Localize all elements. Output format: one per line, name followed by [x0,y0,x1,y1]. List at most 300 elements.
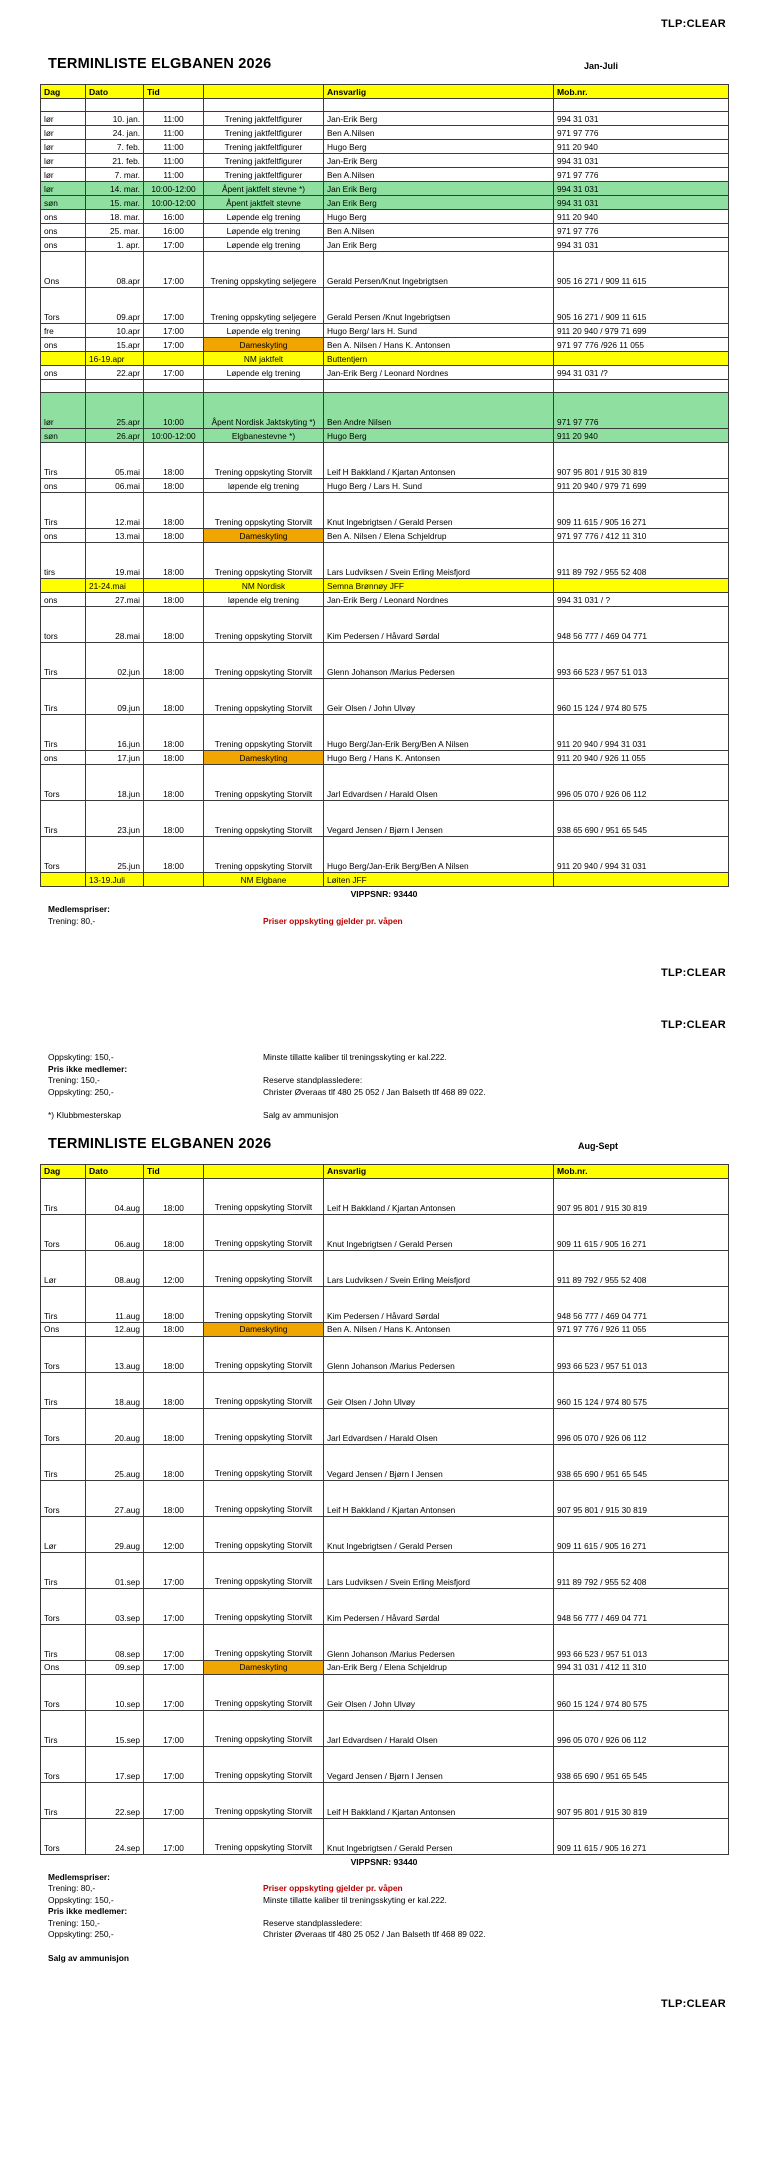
cell-tid: 17:00 [144,1660,204,1674]
cell-dato: 24. jan. [86,126,144,140]
table-row [41,1178,729,1214]
cell-mobnr: 994 31 031 / 412 11 310 [554,1660,729,1674]
table-row [41,112,729,126]
cell-ansvarlig: Leif H Bakkland / Kjartan Antonsen [324,1782,554,1818]
table-row [41,1516,729,1552]
cell-aktivitet: Trening oppskyting Storvilt [204,1624,324,1660]
cell-dato: 19.mai [86,543,144,579]
cell-tid: 17:00 [144,366,204,380]
cell-dato: 01.sep [86,1552,144,1588]
cell-tid [144,99,204,112]
cell-tid: 18:00 [144,529,204,543]
vipps-number-page2: VIPPSNR: 93440 [350,1856,418,1867]
cell-ansvarlig: Hugo Berg [324,210,554,224]
cell-tid: 10:00 [144,393,204,429]
cell-dag: Tirs [41,1782,86,1818]
cell-tid: 16:00 [144,224,204,238]
cell-aktivitet [204,380,324,393]
cell-dag: Tirs [41,1624,86,1660]
klubbmesterskap-note: *) Klubbmesterskap [48,1110,122,1120]
cell-aktivitet: Trening oppskyting Storvilt [204,543,324,579]
cell-ansvarlig: Geir Olsen / John Ulvøy [324,1674,554,1710]
cell-mobnr: 938 65 690 / 951 65 545 [554,1444,729,1480]
cell-mobnr: 993 66 523 / 957 51 013 [554,1336,729,1372]
cell-mobnr: 948 56 777 / 469 04 771 [554,607,729,643]
cell-dag [41,352,86,366]
cell-tid: 17:00 [144,1818,204,1854]
cell-tid: 10:00-12:00 [144,429,204,443]
trening-price-nonmember: Trening: 150,- [48,1917,100,1928]
cell-dag: Tors [41,1336,86,1372]
cell-ansvarlig: Jan Erik Berg [324,196,554,210]
cell-dag: Tors [41,1818,86,1854]
cell-dag: Tors [41,765,86,801]
cell-dag: ons [41,479,86,493]
cell-tid: 18:00 [144,1322,204,1336]
cell-mobnr: 971 97 776 / 412 11 310 [554,529,729,543]
cell-ansvarlig: Jan-Erik Berg [324,154,554,168]
cell-tid: 18:00 [144,1408,204,1444]
cell-tid: 17:00 [144,1782,204,1818]
cell-tid: 11:00 [144,126,204,140]
cell-tid: 16:00 [144,210,204,224]
table-row [41,352,729,366]
col-dato: Dato [86,1164,144,1178]
cell-ansvarlig: Ben A.Nilsen [324,224,554,238]
cell-ansvarlig: Jan Erik Berg [324,182,554,196]
tlp-marking-mid2: TLP:CLEAR [660,1019,726,1031]
cell-mobnr: 911 20 940 [554,140,729,154]
reserve-names: Christer Øveraas tlf 480 25 052 / Jan Balseth tlf 468 89 022. [263,1086,486,1097]
table-row [41,393,729,429]
cell-ansvarlig: Knut Ingebrigtsen / Gerald Persen [324,493,554,529]
cell-dag: fre [41,324,86,338]
cell-dato: 15.sep [86,1710,144,1746]
cell-dag: tirs [41,543,86,579]
cell-aktivitet: løpende elg trening [204,479,324,493]
cell-dag: Tors [41,1480,86,1516]
table-body-page2 [41,1178,729,1854]
cell-tid: 18:00 [144,837,204,873]
cell-ansvarlig: Hugo Berg [324,429,554,443]
cell-aktivitet: Trening oppskyting Storvilt [204,1552,324,1588]
table-row [41,493,729,529]
cell-mobnr: 911 20 940 [554,429,729,443]
cell-dag: Tirs [41,443,86,479]
table-row [41,679,729,715]
cell-mobnr: 971 97 776 /926 11 055 [554,338,729,352]
cell-ansvarlig: Ben A. Nilsen / Hans K. Antonsen [324,338,554,352]
cell-mobnr: 911 20 940 / 979 71 699 [554,479,729,493]
cell-mobnr: 994 31 031 [554,238,729,252]
cell-tid: 18:00 [144,1214,204,1250]
cell-ansvarlig: Hugo Berg [324,140,554,154]
col-dato: Dato [86,85,144,99]
cell-aktivitet: NM Elgbane [204,873,324,887]
cell-dato: 10.apr [86,324,144,338]
page1-title-row [0,56,768,72]
cell-dag: ons [41,593,86,607]
cell-aktivitet: Elgbanestevne *) [204,429,324,443]
cell-ansvarlig: Jarl Edvardsen / Harald Olsen [324,765,554,801]
cell-dato: 02.jun [86,643,144,679]
cell-tid [144,579,204,593]
cell-aktivitet: Trening oppskyting Storvilt [204,1372,324,1408]
cell-ansvarlig: Kim Pedersen / Håvard Sørdal [324,1286,554,1322]
table-header-row [41,1164,729,1178]
table-row [41,210,729,224]
table-row [41,1336,729,1372]
cell-mobnr: 907 95 801 / 915 30 819 [554,1480,729,1516]
cell-ansvarlig: Hugo Berg / Lars H. Sund [324,479,554,493]
table-row [41,1286,729,1322]
cell-aktivitet: Trening jaktfeltfigurer [204,140,324,154]
cell-tid: 18:00 [144,493,204,529]
cell-ansvarlig [324,380,554,393]
table-row [41,366,729,380]
cell-ansvarlig: Buttentjern [324,352,554,366]
cell-mobnr: 971 97 776 / 926 11 055 [554,1322,729,1336]
cell-tid: 17:00 [144,1710,204,1746]
cell-ansvarlig: Hugo Berg/Jan-Erik Berg/Ben A Nilsen [324,837,554,873]
cell-dag: Tirs [41,1710,86,1746]
table-row [41,607,729,643]
cell-dato: 25.apr [86,393,144,429]
cell-ansvarlig [324,99,554,112]
table-row [41,288,729,324]
table-row [41,1624,729,1660]
cell-tid [144,873,204,887]
cell-dag: Tors [41,1746,86,1782]
cell-dag: Tirs [41,1286,86,1322]
col-tid: Tid [144,1164,204,1178]
cell-aktivitet [204,99,324,112]
cell-mobnr: 907 95 801 / 915 30 819 [554,1782,729,1818]
cell-ansvarlig: Hugo Berg / Hans K. Antonsen [324,751,554,765]
cell-dato: 12.aug [86,1322,144,1336]
cell-tid: 18:00 [144,679,204,715]
table-row [41,1408,729,1444]
cell-tid: 18:00 [144,607,204,643]
cell-aktivitet: Trening oppskyting Storvilt [204,1746,324,1782]
cell-mobnr: 993 66 523 / 957 51 013 [554,643,729,679]
cell-ansvarlig: Jan-Erik Berg / Leonard Nordnes [324,366,554,380]
cell-aktivitet: Trening oppskyting Storvilt [204,801,324,837]
cell-ansvarlig: Jan-Erik Berg / Leonard Nordnes [324,593,554,607]
price-notes-block [48,1052,708,1120]
medlemspriser-label: Medlemspriser: [48,1871,110,1882]
table-row [41,154,729,168]
cell-mobnr: 907 95 801 / 915 30 819 [554,443,729,479]
cell-ansvarlig: Vegard Jensen / Bjørn I Jensen [324,801,554,837]
cell-dato: 24.sep [86,1818,144,1854]
cell-dato: 09.jun [86,679,144,715]
table-row [41,1480,729,1516]
cell-aktivitet: Trening oppskyting Storvilt [204,643,324,679]
trening-price-nonmember: Trening: 150,- [48,1075,100,1085]
cell-tid: 18:00 [144,751,204,765]
cell-aktivitet: Trening oppskyting seljegere [204,252,324,288]
page2-title: TERMINLISTE ELGBANEN 2026 [48,1135,272,1152]
medlemspriser-label: Medlemspriser: [48,904,110,914]
cell-ansvarlig: Jarl Edvardsen / Harald Olsen [324,1710,554,1746]
cell-tid: 18:00 [144,443,204,479]
trening-price: Trening: 80,- [48,1883,96,1893]
table-row [41,182,729,196]
cell-tid: 18:00 [144,1178,204,1214]
cell-mobnr [554,579,729,593]
cell-tid: 18:00 [144,1336,204,1372]
col-dag: Dag [41,85,86,99]
cell-dag: lør [41,126,86,140]
cell-ansvarlig: Gerald Persen/Knut Ingebrigtsen [324,252,554,288]
oppskyting-price-nonmember: Oppskyting: 250,- [48,1086,114,1097]
cell-aktivitet: Trening oppskyting Storvilt [204,1674,324,1710]
cell-dag: Ons [41,252,86,288]
table-row [41,1444,729,1480]
table-row [41,543,729,579]
cell-mobnr: 960 15 124 / 974 80 575 [554,1372,729,1408]
cell-tid: 17:00 [144,338,204,352]
cell-dato: 21-24.mai [86,579,144,593]
table-row [41,238,729,252]
priser-oppskyting-note: Priser oppskyting gjelder pr. våpen [263,1883,403,1893]
cell-mobnr: 960 15 124 / 974 80 575 [554,1674,729,1710]
cell-tid: 18:00 [144,765,204,801]
cell-dato: 09.sep [86,1660,144,1674]
cell-mobnr: 971 97 776 [554,168,729,182]
cell-dag: lør [41,112,86,126]
cell-aktivitet: Trening oppskyting Storvilt [204,1408,324,1444]
cell-mobnr: 911 89 792 / 955 52 408 [554,543,729,579]
cell-dato: 15. mar. [86,196,144,210]
cell-tid: 12:00 [144,1250,204,1286]
cell-aktivitet: NM jaktfelt [204,352,324,366]
cell-dag: lør [41,182,86,196]
cell-aktivitet: Trening oppskyting Storvilt [204,837,324,873]
cell-aktivitet: Åpent jaktfelt stevne [204,196,324,210]
cell-tid: 17:00 [144,252,204,288]
cell-dato: 20.aug [86,1408,144,1444]
cell-dag: Tors [41,288,86,324]
cell-dato: 17.jun [86,751,144,765]
cell-dato: 15.apr [86,338,144,352]
table-row [41,324,729,338]
cell-dato: 23.jun [86,801,144,837]
cell-ansvarlig: Løiten JFF [324,873,554,887]
cell-aktivitet: Åpent Nordisk Jaktskyting *) [204,393,324,429]
cell-ansvarlig: Glenn Johanson /Marius Pedersen [324,1624,554,1660]
cell-aktivitet: Dameskyting [204,751,324,765]
cell-dato: 1. apr. [86,238,144,252]
cell-ansvarlig: Semna Brønnøy JFF [324,579,554,593]
cell-aktivitet: Trening oppskyting Storvilt [204,1710,324,1746]
cell-mobnr: 996 05 070 / 926 06 112 [554,1710,729,1746]
cell-tid: 11:00 [144,168,204,182]
cell-dato: 7. feb. [86,140,144,154]
table-row [41,443,729,479]
cell-dag: ons [41,338,86,352]
table-row [41,579,729,593]
pris-ikke-medlemer-label: Pris ikke medlemer: [48,1063,128,1074]
cell-ansvarlig: Jan Erik Berg [324,238,554,252]
table-row [41,801,729,837]
cell-dato [86,99,144,112]
cell-dato: 14. mar. [86,182,144,196]
cell-dato: 27.mai [86,593,144,607]
cell-aktivitet: Trening oppskyting Storvilt [204,1250,324,1286]
cell-mobnr: 994 31 031 [554,196,729,210]
cell-tid: 10:00-12:00 [144,196,204,210]
cell-dato: 13.mai [86,529,144,543]
table-row [41,99,729,112]
cell-mobnr: 905 16 271 / 909 11 615 [554,252,729,288]
cell-dato: 17.sep [86,1746,144,1782]
reserve-standplassledere-label: Reserve standplassledere: [263,1075,363,1085]
cell-tid: 17:00 [144,1674,204,1710]
cell-ansvarlig: Geir Olsen / John Ulvøy [324,679,554,715]
cell-aktivitet: Løpende elg trening [204,224,324,238]
cell-tid: 17:00 [144,238,204,252]
cell-aktivitet: Trening oppskyting Storvilt [204,715,324,751]
cell-ansvarlig: Lars Ludviksen / Svein Erling Meisfjord [324,543,554,579]
cell-dag: Tirs [41,1178,86,1214]
cell-dag: Tors [41,1408,86,1444]
table-row [41,168,729,182]
cell-tid: 18:00 [144,543,204,579]
cell-ansvarlig: Hugo Berg/Jan-Erik Berg/Ben A Nilsen [324,715,554,751]
cell-dag: ons [41,751,86,765]
table-row [41,765,729,801]
table-row [41,380,729,393]
table-row [41,338,729,352]
table-row [41,1250,729,1286]
cell-tid: 18:00 [144,1444,204,1480]
cell-aktivitet: Trening jaktfeltfigurer [204,154,324,168]
cell-tid: 10:00-12:00 [144,182,204,196]
cell-mobnr: 971 97 776 [554,224,729,238]
cell-aktivitet: Trening oppskyting Storvilt [204,1516,324,1552]
cell-dato: 16.jun [86,715,144,751]
schedule-table-page1 [40,84,729,887]
cell-mobnr: 960 15 124 / 974 80 575 [554,679,729,715]
cell-mobnr: 905 16 271 / 909 11 615 [554,288,729,324]
cell-aktivitet: Trening oppskyting Storvilt [204,607,324,643]
tlp-marking-top: TLP:CLEAR [660,18,726,30]
cell-tid: 17:00 [144,324,204,338]
cell-ansvarlig: Lars Ludviksen / Svein Erling Meisfjord [324,1250,554,1286]
cell-tid: 18:00 [144,593,204,607]
cell-dag: Lør [41,1516,86,1552]
cell-dato: 18.jun [86,765,144,801]
cell-ansvarlig: Knut Ingebrigtsen / Gerald Persen [324,1516,554,1552]
cell-dato: 22.apr [86,366,144,380]
cell-tid: 18:00 [144,801,204,837]
cell-dato: 25. mar. [86,224,144,238]
cell-dag: Tors [41,837,86,873]
cell-aktivitet: Løpende elg trening [204,324,324,338]
cell-dato: 25.aug [86,1444,144,1480]
cell-dag: Ons [41,1660,86,1674]
cell-aktivitet: Trening oppskyting Storvilt [204,1588,324,1624]
cell-ansvarlig: Hugo Berg/ lars H. Sund [324,324,554,338]
cell-tid: 17:00 [144,1746,204,1782]
cell-dag: Tors [41,1588,86,1624]
cell-mobnr: 909 11 615 / 905 16 271 [554,493,729,529]
cell-ansvarlig: Leif H Bakkland / Kjartan Antonsen [324,1178,554,1214]
cell-mobnr: 993 66 523 / 957 51 013 [554,1624,729,1660]
cell-dato: 13-19.Juli [86,873,144,887]
cell-tid [144,380,204,393]
table-row [41,140,729,154]
cell-dato: 12.mai [86,493,144,529]
cell-ansvarlig: Ben A. Nilsen / Elena Schjeldrup [324,529,554,543]
salg-ammunisjon-note: Salg av ammunisjon [48,1952,129,1963]
cell-mobnr: 938 65 690 / 951 65 545 [554,801,729,837]
cell-dato: 7. mar. [86,168,144,182]
col-aktivitet [204,1164,324,1178]
cell-aktivitet: Trening jaktfeltfigurer [204,168,324,182]
cell-ansvarlig: Jan-Erik Berg [324,112,554,126]
oppskyting-price: Oppskyting: 150,- [48,1894,114,1905]
cell-dag: Tirs [41,715,86,751]
cell-dato: 28.mai [86,607,144,643]
cell-aktivitet: Trening oppskyting Storvilt [204,1286,324,1322]
cell-tid: 18:00 [144,1480,204,1516]
cell-mobnr: 911 89 792 / 955 52 408 [554,1552,729,1588]
cell-mobnr: 971 97 776 [554,126,729,140]
table-row [41,1660,729,1674]
cell-dag: Tirs [41,801,86,837]
cell-dag: ons [41,529,86,543]
cell-aktivitet: Trening oppskyting seljegere [204,288,324,324]
vipps-number-page1: VIPPSNR: 93440 [350,889,418,899]
cell-ansvarlig: Ben A.Nilsen [324,168,554,182]
cell-aktivitet: Trening oppskyting Storvilt [204,1214,324,1250]
cell-aktivitet: Dameskyting [204,338,324,352]
cell-mobnr: 909 11 615 / 905 16 271 [554,1214,729,1250]
table-row [41,1674,729,1710]
table-row [41,1322,729,1336]
kaliber-note: Minste tillatte kaliber til treningsskyting er kal.222. [263,1052,447,1062]
cell-dag: søn [41,196,86,210]
cell-dag: ons [41,238,86,252]
col-mobnr: Mob.nr. [554,1164,729,1178]
cell-ansvarlig: Vegard Jensen / Bjørn I Jensen [324,1444,554,1480]
cell-mobnr: 911 20 940 [554,210,729,224]
cell-mobnr: 994 31 031 / ? [554,593,729,607]
cell-ansvarlig: Leif H Bakkland / Kjartan Antonsen [324,443,554,479]
cell-aktivitet: Åpent jaktfelt stevne *) [204,182,324,196]
cell-dag: søn [41,429,86,443]
reserve-standplassledere-label: Reserve standplassledere: [263,1917,363,1928]
col-ansvarlig: Ansvarlig [324,1164,554,1178]
cell-dag: Tirs [41,1372,86,1408]
cell-aktivitet: Trening oppskyting Storvilt [204,1782,324,1818]
cell-dag: ons [41,224,86,238]
col-dag: Dag [41,1164,86,1178]
cell-dag: ons [41,366,86,380]
cell-mobnr: 911 89 792 / 955 52 408 [554,1250,729,1286]
table-row [41,529,729,543]
cell-ansvarlig: Kim Pedersen / Håvard Sørdal [324,1588,554,1624]
col-aktivitet [204,85,324,99]
cell-dato: 21. feb. [86,154,144,168]
cell-dato: 09.apr [86,288,144,324]
cell-tid: 18:00 [144,715,204,751]
page2-title-row [0,1136,768,1152]
table-row [41,1588,729,1624]
